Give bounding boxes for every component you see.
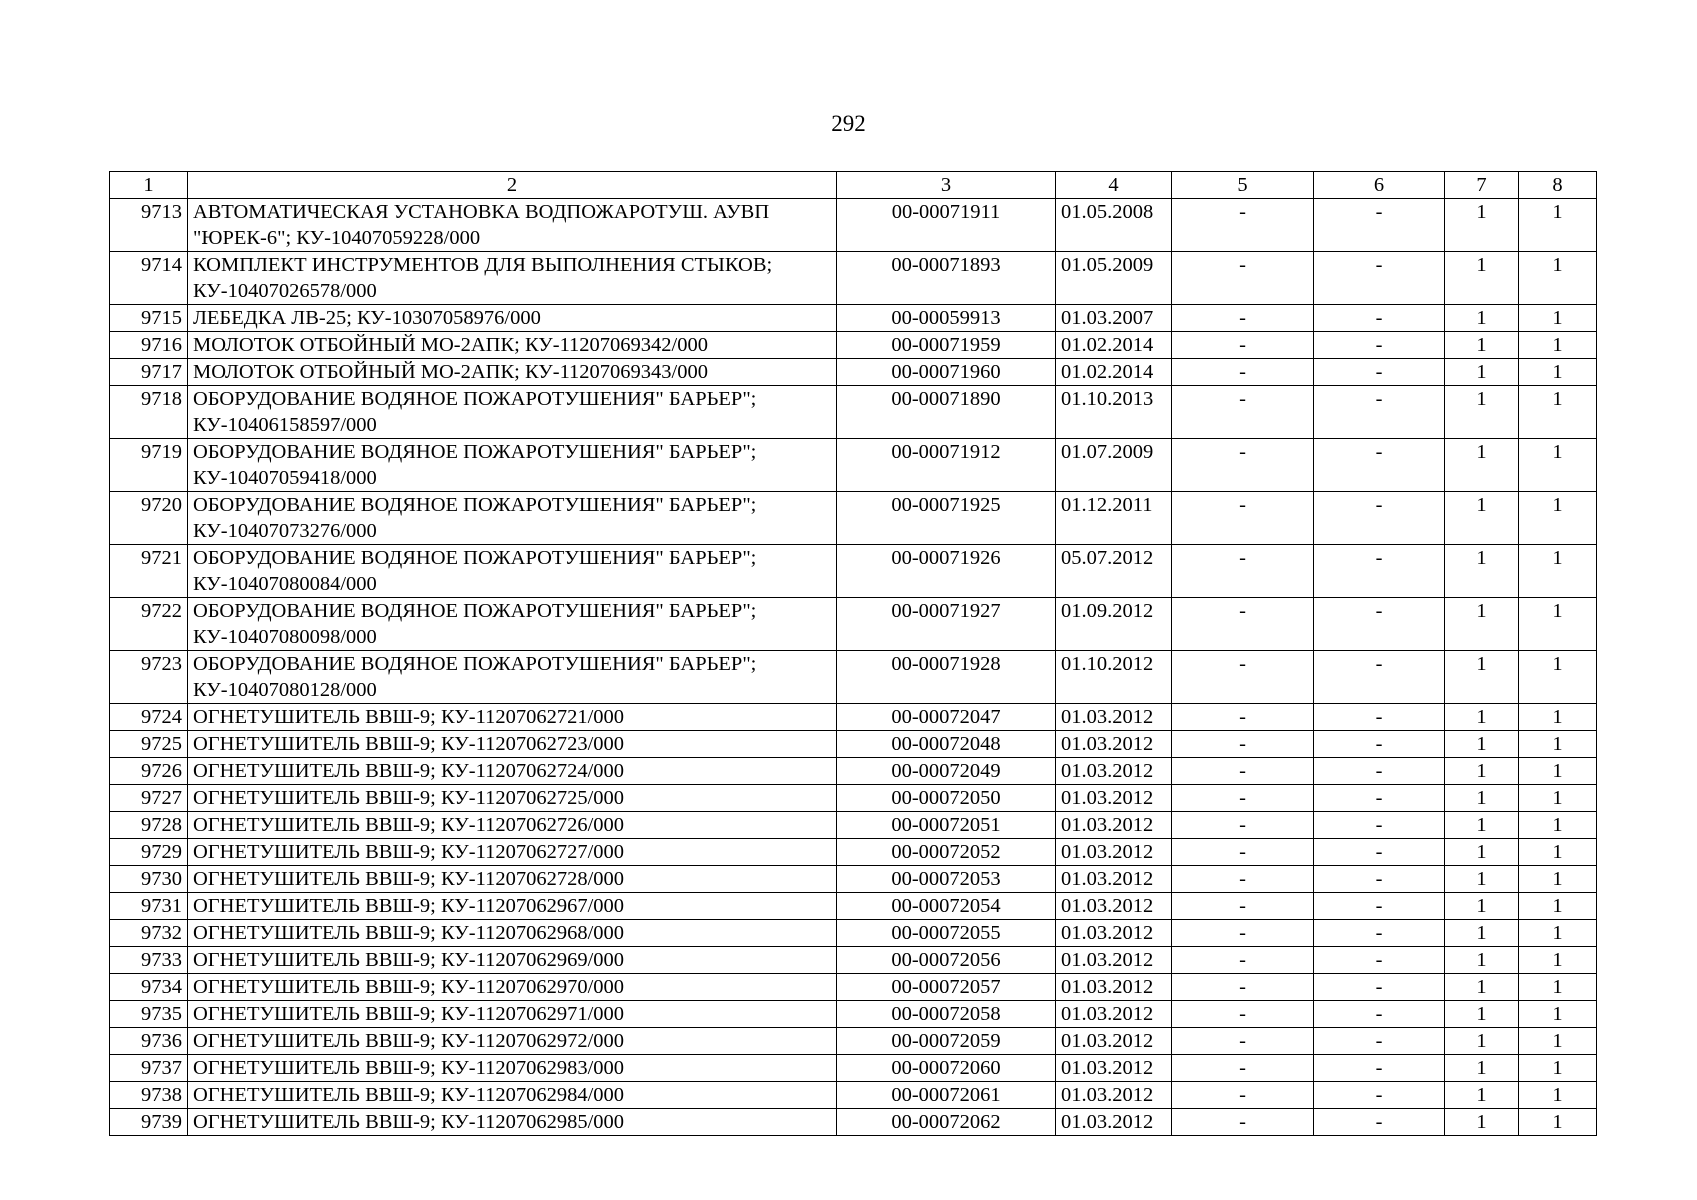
table-row	[110, 1028, 1597, 1055]
table-row	[110, 305, 1597, 332]
col5-cell: -	[1172, 359, 1314, 386]
item-name-cell: ОГНЕТУШИТЕЛЬ ВВШ-9; КУ-11207062984/000	[188, 1082, 837, 1109]
col8-cell: 1	[1519, 598, 1597, 651]
row-number-cell: 9739	[110, 1109, 188, 1136]
date-cell: 01.03.2012	[1056, 704, 1172, 731]
item-name-cell: ОБОРУДОВАНИЕ ВОДЯНОЕ ПОЖАРОТУШЕНИЯ" БАРЬЕР"; КУ-10407080084/000	[188, 545, 837, 598]
col8-cell: 1	[1519, 893, 1597, 920]
inventory-code-cell: 00-00071928	[837, 651, 1056, 704]
item-name-cell: ОГНЕТУШИТЕЛЬ ВВШ-9; КУ-11207062968/000	[188, 920, 837, 947]
date-cell: 05.07.2012	[1056, 545, 1172, 598]
table-header-row	[110, 172, 1597, 199]
item-name-cell: ОГНЕТУШИТЕЛЬ ВВШ-9; КУ-11207062972/000	[188, 1028, 837, 1055]
date-cell: 01.03.2012	[1056, 1028, 1172, 1055]
col7-cell: 1	[1445, 651, 1519, 704]
row-number-cell: 9731	[110, 893, 188, 920]
col5-cell: -	[1172, 893, 1314, 920]
col8-cell: 1	[1519, 974, 1597, 1001]
col6-cell: -	[1314, 947, 1445, 974]
col7-cell: 1	[1445, 812, 1519, 839]
date-cell: 01.03.2012	[1056, 839, 1172, 866]
col6-cell: -	[1314, 785, 1445, 812]
table-row	[110, 492, 1597, 545]
row-number-cell: 9732	[110, 920, 188, 947]
table-row	[110, 974, 1597, 1001]
inventory-code-cell: 00-00071893	[837, 252, 1056, 305]
col5-cell: -	[1172, 492, 1314, 545]
col5-cell: -	[1172, 1109, 1314, 1136]
date-cell: 01.10.2012	[1056, 651, 1172, 704]
date-cell: 01.07.2009	[1056, 439, 1172, 492]
col6-cell: -	[1314, 1055, 1445, 1082]
col6-cell: -	[1314, 492, 1445, 545]
col5-cell: -	[1172, 866, 1314, 893]
column-header: 8	[1519, 172, 1597, 199]
col6-cell: -	[1314, 1082, 1445, 1109]
col8-cell: 1	[1519, 386, 1597, 439]
item-name-cell: ОБОРУДОВАНИЕ ВОДЯНОЕ ПОЖАРОТУШЕНИЯ" БАРЬЕР"; КУ-10407073276/000	[188, 492, 837, 545]
col6-cell: -	[1314, 332, 1445, 359]
col8-cell: 1	[1519, 439, 1597, 492]
inventory-code-cell: 00-00071911	[837, 199, 1056, 252]
column-header: 3	[837, 172, 1056, 199]
col6-cell: -	[1314, 893, 1445, 920]
row-number-cell: 9727	[110, 785, 188, 812]
row-number-cell: 9721	[110, 545, 188, 598]
col5-cell: -	[1172, 758, 1314, 785]
table-row	[110, 920, 1597, 947]
col8-cell: 1	[1519, 866, 1597, 893]
inventory-code-cell: 00-00072048	[837, 731, 1056, 758]
col8-cell: 1	[1519, 704, 1597, 731]
item-name-cell: ОГНЕТУШИТЕЛЬ ВВШ-9; КУ-11207062969/000	[188, 947, 837, 974]
table-row	[110, 651, 1597, 704]
date-cell: 01.03.2012	[1056, 893, 1172, 920]
col6-cell: -	[1314, 812, 1445, 839]
col8-cell: 1	[1519, 920, 1597, 947]
date-cell: 01.03.2012	[1056, 947, 1172, 974]
col5-cell: -	[1172, 1082, 1314, 1109]
col6-cell: -	[1314, 974, 1445, 1001]
col8-cell: 1	[1519, 359, 1597, 386]
col6-cell: -	[1314, 545, 1445, 598]
col6-cell: -	[1314, 1109, 1445, 1136]
table-row	[110, 1055, 1597, 1082]
date-cell: 01.03.2007	[1056, 305, 1172, 332]
table-row	[110, 731, 1597, 758]
table-row	[110, 386, 1597, 439]
table-row	[110, 758, 1597, 785]
col7-cell: 1	[1445, 305, 1519, 332]
col6-cell: -	[1314, 920, 1445, 947]
col8-cell: 1	[1519, 1082, 1597, 1109]
date-cell: 01.03.2012	[1056, 920, 1172, 947]
col5-cell: -	[1172, 305, 1314, 332]
col6-cell: -	[1314, 731, 1445, 758]
date-cell: 01.03.2012	[1056, 1109, 1172, 1136]
date-cell: 01.03.2012	[1056, 812, 1172, 839]
col6-cell: -	[1314, 758, 1445, 785]
col7-cell: 1	[1445, 598, 1519, 651]
col7-cell: 1	[1445, 1109, 1519, 1136]
column-header: 6	[1314, 172, 1445, 199]
row-number-cell: 9728	[110, 812, 188, 839]
col7-cell: 1	[1445, 974, 1519, 1001]
table-row	[110, 199, 1597, 252]
col6-cell: -	[1314, 199, 1445, 252]
table-row	[110, 545, 1597, 598]
inventory-code-cell: 00-00071959	[837, 332, 1056, 359]
inventory-code-cell: 00-00072057	[837, 974, 1056, 1001]
inventory-code-cell: 00-00072051	[837, 812, 1056, 839]
table-row	[110, 947, 1597, 974]
row-number-cell: 9737	[110, 1055, 188, 1082]
table-row	[110, 866, 1597, 893]
date-cell: 01.03.2012	[1056, 785, 1172, 812]
inventory-code-cell: 00-00072053	[837, 866, 1056, 893]
col8-cell: 1	[1519, 1055, 1597, 1082]
col7-cell: 1	[1445, 332, 1519, 359]
col8-cell: 1	[1519, 332, 1597, 359]
col6-cell: -	[1314, 1028, 1445, 1055]
col5-cell: -	[1172, 974, 1314, 1001]
inventory-code-cell: 00-00072047	[837, 704, 1056, 731]
col5-cell: -	[1172, 812, 1314, 839]
page-number: 292	[831, 111, 866, 136]
item-name-cell: ОБОРУДОВАНИЕ ВОДЯНОЕ ПОЖАРОТУШЕНИЯ" БАРЬЕР"; КУ-10407059418/000	[188, 439, 837, 492]
item-name-cell: ОГНЕТУШИТЕЛЬ ВВШ-9; КУ-11207062724/000	[188, 758, 837, 785]
item-name-cell: ОГНЕТУШИТЕЛЬ ВВШ-9; КУ-11207062721/000	[188, 704, 837, 731]
inventory-code-cell: 00-00072050	[837, 785, 1056, 812]
col7-cell: 1	[1445, 785, 1519, 812]
item-name-cell: ОБОРУДОВАНИЕ ВОДЯНОЕ ПОЖАРОТУШЕНИЯ" БАРЬЕР"; КУ-10407080098/000	[188, 598, 837, 651]
col6-cell: -	[1314, 651, 1445, 704]
row-number-cell: 9716	[110, 332, 188, 359]
row-number-cell: 9725	[110, 731, 188, 758]
table-row	[110, 332, 1597, 359]
col7-cell: 1	[1445, 359, 1519, 386]
col7-cell: 1	[1445, 947, 1519, 974]
col5-cell: -	[1172, 332, 1314, 359]
col5-cell: -	[1172, 704, 1314, 731]
item-name-cell: МОЛОТОК ОТБОЙНЫЙ МО-2АПК; КУ-11207069342/000	[188, 332, 837, 359]
col6-cell: -	[1314, 252, 1445, 305]
col5-cell: -	[1172, 1001, 1314, 1028]
col7-cell: 1	[1445, 199, 1519, 252]
col8-cell: 1	[1519, 758, 1597, 785]
date-cell: 01.03.2012	[1056, 1055, 1172, 1082]
table-row	[110, 1109, 1597, 1136]
date-cell: 01.05.2008	[1056, 199, 1172, 252]
col7-cell: 1	[1445, 839, 1519, 866]
col7-cell: 1	[1445, 893, 1519, 920]
item-name-cell: ОГНЕТУШИТЕЛЬ ВВШ-9; КУ-11207062970/000	[188, 974, 837, 1001]
col8-cell: 1	[1519, 545, 1597, 598]
item-name-cell: АВТОМАТИЧЕСКАЯ УСТАНОВКА ВОДПОЖАРОТУШ. АУВП "ЮРЕК-6"; КУ-10407059228/000	[188, 199, 837, 252]
col5-cell: -	[1172, 545, 1314, 598]
inventory-code-cell: 00-00072055	[837, 920, 1056, 947]
col7-cell: 1	[1445, 439, 1519, 492]
inventory-code-cell: 00-00072049	[837, 758, 1056, 785]
item-name-cell: ОГНЕТУШИТЕЛЬ ВВШ-9; КУ-11207062983/000	[188, 1055, 837, 1082]
row-number-cell: 9713	[110, 199, 188, 252]
inventory-code-cell: 00-00072056	[837, 947, 1056, 974]
col7-cell: 1	[1445, 1028, 1519, 1055]
col8-cell: 1	[1519, 305, 1597, 332]
table-row	[110, 252, 1597, 305]
inventory-code-cell: 00-00059913	[837, 305, 1056, 332]
item-name-cell: ОГНЕТУШИТЕЛЬ ВВШ-9; КУ-11207062967/000	[188, 893, 837, 920]
inventory-code-cell: 00-00072058	[837, 1001, 1056, 1028]
col7-cell: 1	[1445, 1082, 1519, 1109]
col7-cell: 1	[1445, 731, 1519, 758]
inventory-code-cell: 00-00071925	[837, 492, 1056, 545]
date-cell: 01.03.2012	[1056, 974, 1172, 1001]
date-cell: 01.10.2013	[1056, 386, 1172, 439]
date-cell: 01.02.2014	[1056, 359, 1172, 386]
col7-cell: 1	[1445, 1001, 1519, 1028]
col8-cell: 1	[1519, 731, 1597, 758]
col5-cell: -	[1172, 920, 1314, 947]
col8-cell: 1	[1519, 199, 1597, 252]
inventory-code-cell: 00-00072054	[837, 893, 1056, 920]
row-number-cell: 9722	[110, 598, 188, 651]
date-cell: 01.03.2012	[1056, 758, 1172, 785]
table-row	[110, 439, 1597, 492]
row-number-cell: 9714	[110, 252, 188, 305]
row-number-cell: 9734	[110, 974, 188, 1001]
column-header: 5	[1172, 172, 1314, 199]
item-name-cell: ОБОРУДОВАНИЕ ВОДЯНОЕ ПОЖАРОТУШЕНИЯ" БАРЬЕР"; КУ-10406158597/000	[188, 386, 837, 439]
row-number-cell: 9724	[110, 704, 188, 731]
date-cell: 01.05.2009	[1056, 252, 1172, 305]
col7-cell: 1	[1445, 545, 1519, 598]
col6-cell: -	[1314, 598, 1445, 651]
item-name-cell: МОЛОТОК ОТБОЙНЫЙ МО-2АПК; КУ-11207069343/000	[188, 359, 837, 386]
inventory-code-cell: 00-00072059	[837, 1028, 1056, 1055]
item-name-cell: ОГНЕТУШИТЕЛЬ ВВШ-9; КУ-11207062971/000	[188, 1001, 837, 1028]
date-cell: 01.03.2012	[1056, 1001, 1172, 1028]
item-name-cell: ОГНЕТУШИТЕЛЬ ВВШ-9; КУ-11207062727/000	[188, 839, 837, 866]
item-name-cell: ОГНЕТУШИТЕЛЬ ВВШ-9; КУ-11207062725/000	[188, 785, 837, 812]
inventory-code-cell: 00-00072052	[837, 839, 1056, 866]
col8-cell: 1	[1519, 812, 1597, 839]
col7-cell: 1	[1445, 866, 1519, 893]
item-name-cell: КОМПЛЕКТ ИНСТРУМЕНТОВ ДЛЯ ВЫПОЛНЕНИЯ СТЫКОВ; КУ-10407026578/000	[188, 252, 837, 305]
row-number-cell: 9720	[110, 492, 188, 545]
col5-cell: -	[1172, 651, 1314, 704]
row-number-cell: 9733	[110, 947, 188, 974]
date-cell: 01.03.2012	[1056, 1082, 1172, 1109]
row-number-cell: 9717	[110, 359, 188, 386]
date-cell: 01.09.2012	[1056, 598, 1172, 651]
col6-cell: -	[1314, 439, 1445, 492]
table-row	[110, 704, 1597, 731]
row-number-cell: 9719	[110, 439, 188, 492]
date-cell: 01.03.2012	[1056, 731, 1172, 758]
row-number-cell: 9726	[110, 758, 188, 785]
row-number-cell: 9730	[110, 866, 188, 893]
item-name-cell: ОГНЕТУШИТЕЛЬ ВВШ-9; КУ-11207062726/000	[188, 812, 837, 839]
col6-cell: -	[1314, 704, 1445, 731]
table-row	[110, 839, 1597, 866]
column-header: 1	[110, 172, 188, 199]
item-name-cell: ОГНЕТУШИТЕЛЬ ВВШ-9; КУ-11207062723/000	[188, 731, 837, 758]
column-header: 7	[1445, 172, 1519, 199]
col7-cell: 1	[1445, 704, 1519, 731]
column-header: 2	[188, 172, 837, 199]
table-row	[110, 1001, 1597, 1028]
row-number-cell: 9715	[110, 305, 188, 332]
row-number-cell: 9718	[110, 386, 188, 439]
col5-cell: -	[1172, 1028, 1314, 1055]
col7-cell: 1	[1445, 1055, 1519, 1082]
col5-cell: -	[1172, 199, 1314, 252]
col6-cell: -	[1314, 305, 1445, 332]
inventory-code-cell: 00-00071912	[837, 439, 1056, 492]
item-name-cell: ОБОРУДОВАНИЕ ВОДЯНОЕ ПОЖАРОТУШЕНИЯ" БАРЬЕР"; КУ-10407080128/000	[188, 651, 837, 704]
inventory-code-cell: 00-00071890	[837, 386, 1056, 439]
col7-cell: 1	[1445, 492, 1519, 545]
table-row	[110, 893, 1597, 920]
col7-cell: 1	[1445, 386, 1519, 439]
col5-cell: -	[1172, 785, 1314, 812]
inventory-code-cell: 00-00071960	[837, 359, 1056, 386]
col5-cell: -	[1172, 252, 1314, 305]
date-cell: 01.03.2012	[1056, 866, 1172, 893]
col5-cell: -	[1172, 386, 1314, 439]
col5-cell: -	[1172, 839, 1314, 866]
col6-cell: -	[1314, 386, 1445, 439]
table-row	[110, 812, 1597, 839]
row-number-cell: 9735	[110, 1001, 188, 1028]
row-number-cell: 9729	[110, 839, 188, 866]
table-row	[110, 1082, 1597, 1109]
col8-cell: 1	[1519, 1028, 1597, 1055]
col7-cell: 1	[1445, 758, 1519, 785]
col8-cell: 1	[1519, 1109, 1597, 1136]
table-body	[110, 172, 1597, 1136]
table-row	[110, 598, 1597, 651]
date-cell: 01.02.2014	[1056, 332, 1172, 359]
col5-cell: -	[1172, 731, 1314, 758]
row-number-cell: 9723	[110, 651, 188, 704]
item-name-cell: ОГНЕТУШИТЕЛЬ ВВШ-9; КУ-11207062985/000	[188, 1109, 837, 1136]
col8-cell: 1	[1519, 785, 1597, 812]
col6-cell: -	[1314, 866, 1445, 893]
col5-cell: -	[1172, 598, 1314, 651]
col6-cell: -	[1314, 839, 1445, 866]
inventory-code-cell: 00-00072061	[837, 1082, 1056, 1109]
col8-cell: 1	[1519, 252, 1597, 305]
col7-cell: 1	[1445, 252, 1519, 305]
column-header: 4	[1056, 172, 1172, 199]
col6-cell: -	[1314, 1001, 1445, 1028]
row-number-cell: 9736	[110, 1028, 188, 1055]
col8-cell: 1	[1519, 839, 1597, 866]
col8-cell: 1	[1519, 651, 1597, 704]
col5-cell: -	[1172, 1055, 1314, 1082]
col5-cell: -	[1172, 439, 1314, 492]
col6-cell: -	[1314, 359, 1445, 386]
inventory-code-cell: 00-00072062	[837, 1109, 1056, 1136]
col8-cell: 1	[1519, 1001, 1597, 1028]
table-row	[110, 785, 1597, 812]
inventory-code-cell: 00-00071927	[837, 598, 1056, 651]
table-row	[110, 359, 1597, 386]
item-name-cell: ОГНЕТУШИТЕЛЬ ВВШ-9; КУ-11207062728/000	[188, 866, 837, 893]
date-cell: 01.12.2011	[1056, 492, 1172, 545]
inventory-code-cell: 00-00071926	[837, 545, 1056, 598]
inventory-table	[109, 171, 1597, 1136]
col8-cell: 1	[1519, 492, 1597, 545]
row-number-cell: 9738	[110, 1082, 188, 1109]
item-name-cell: ЛЕБЕДКА ЛВ-25; КУ-10307058976/000	[188, 305, 837, 332]
col8-cell: 1	[1519, 947, 1597, 974]
col7-cell: 1	[1445, 920, 1519, 947]
inventory-code-cell: 00-00072060	[837, 1055, 1056, 1082]
col5-cell: -	[1172, 947, 1314, 974]
